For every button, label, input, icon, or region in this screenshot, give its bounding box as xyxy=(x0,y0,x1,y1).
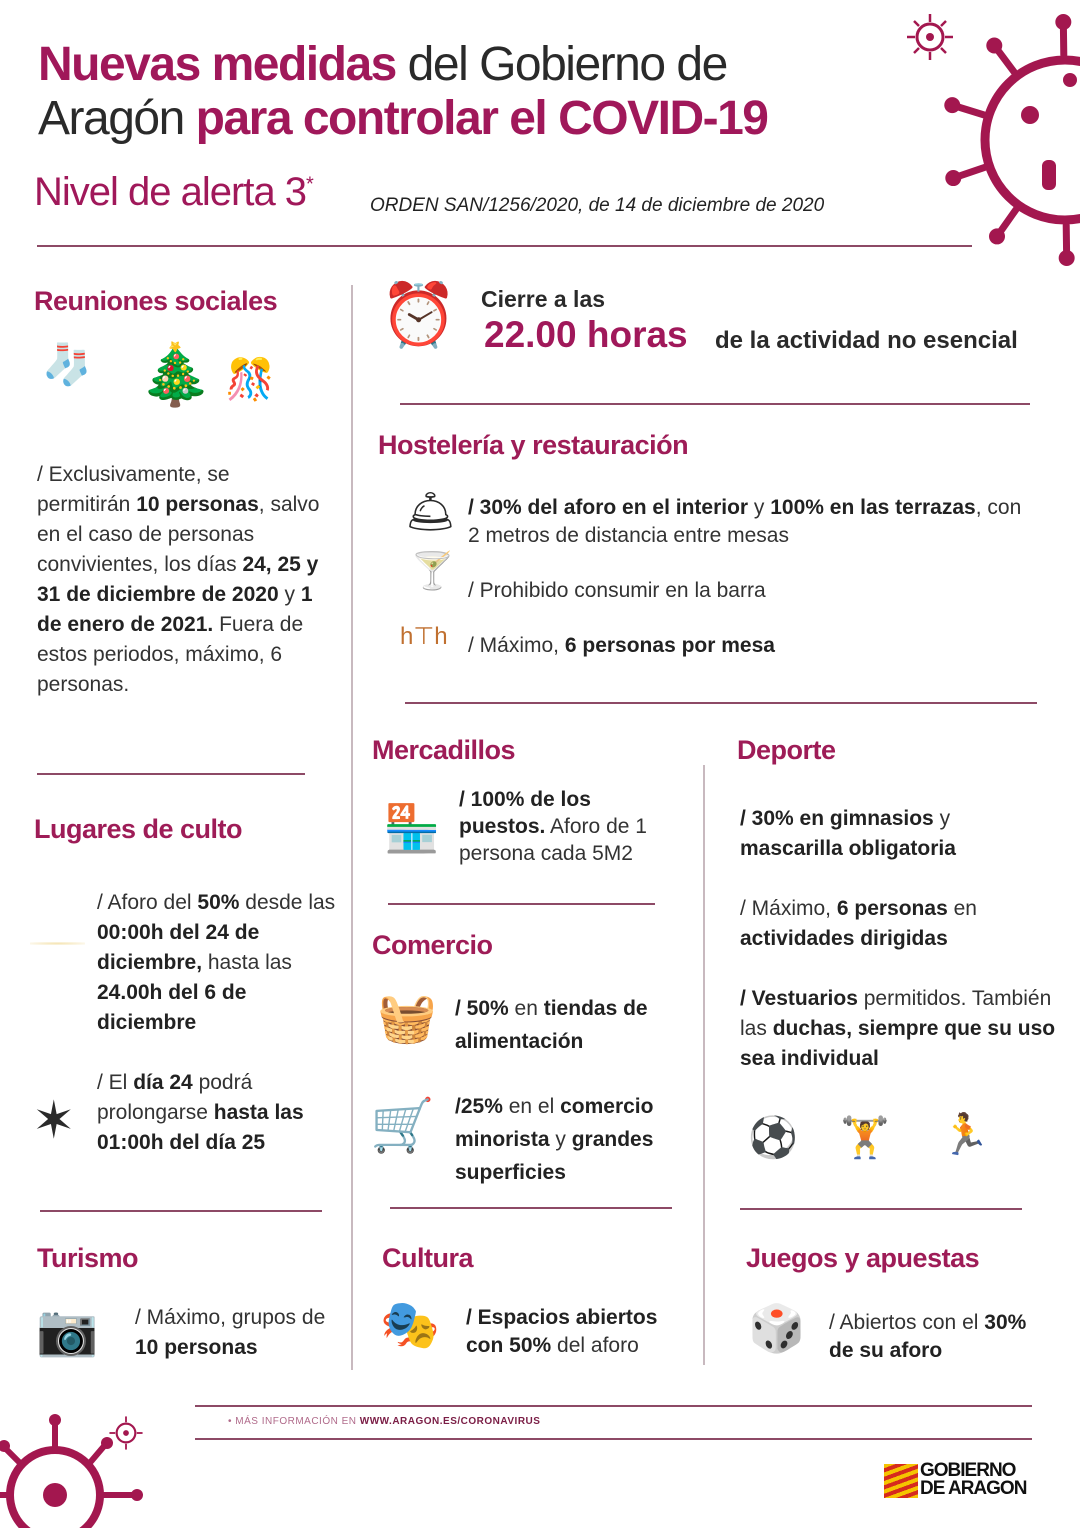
bold-text: 30% de su aforo xyxy=(829,1311,1027,1362)
camera-icon: 📷 xyxy=(36,1302,99,1358)
heading-culto: Lugares de culto xyxy=(34,814,243,844)
aragon-flag-logo xyxy=(884,1464,918,1498)
runner-icon: 🏃 xyxy=(940,1113,990,1157)
bold-text: 6 personas por mesa xyxy=(564,634,775,657)
table-chairs-icon: h⊤h xyxy=(400,623,448,650)
bold-text: hasta las 01:00h del día 25 xyxy=(97,1101,304,1154)
cocktail-icon: 🍸 xyxy=(410,550,455,591)
text-segment: Fuera de estos periodos, máximo, 6 personas. xyxy=(37,613,304,696)
gobierno-aragon-logo xyxy=(920,1462,1026,1498)
divider xyxy=(195,1405,1032,1407)
text-segment: , salvo en el caso de personas convivientes, los días xyxy=(37,493,320,576)
text-segment: del aforo xyxy=(551,1334,639,1357)
culto-text-2 xyxy=(97,1068,337,1158)
heading-turismo: Turismo xyxy=(37,1243,139,1273)
heading-mercadillos: Mercadillos xyxy=(372,735,516,765)
hosteleria-item xyxy=(468,494,1038,550)
text-segment: y xyxy=(933,807,951,830)
text-segment: permitidos. También las xyxy=(740,987,1052,1040)
reuniones-text xyxy=(37,460,322,700)
bold-text: actividades dirigidas xyxy=(740,927,948,950)
text-segment: / Aforo del xyxy=(97,891,198,914)
bold-text: /25% xyxy=(455,1095,503,1118)
bold-text: 24.00h del 6 de diciembre xyxy=(97,981,247,1034)
more-info-label: MÁS INFORMACIÓN EN xyxy=(235,1416,360,1427)
bold-text: / 30% en gimnasios xyxy=(740,807,934,830)
text-segment: Aragón xyxy=(38,92,196,145)
bold-text: / 50% xyxy=(455,997,509,1020)
text-segment: hasta las xyxy=(202,951,292,974)
bold-text: grandes superficies xyxy=(455,1128,654,1184)
text-segment: y xyxy=(278,583,301,606)
text-segment: , con 2 metros de distancia entre mesas xyxy=(468,496,1022,547)
comercio-item xyxy=(455,1090,700,1189)
text-segment: y xyxy=(549,1128,572,1151)
more-info-link[interactable]: WWW.ARAGON.ES/CORONAVIRUS xyxy=(359,1416,541,1427)
virus-spike-tip xyxy=(989,228,1005,244)
bold-text: mascarilla obligatoria xyxy=(740,837,956,860)
text-segment: en xyxy=(508,997,544,1020)
comercio-item xyxy=(455,992,695,1058)
deporte-item xyxy=(740,984,1060,1074)
heading-reuniones: Reuniones sociales xyxy=(34,286,278,316)
title-line-2 xyxy=(38,92,767,146)
bold-text: para controlar el COVID-19 xyxy=(195,92,768,145)
curfew-intro: Cierre a las xyxy=(481,286,606,312)
divider xyxy=(400,403,1030,405)
virus-spike-tip xyxy=(986,38,1002,54)
alert-footnote-mark: * xyxy=(306,173,313,196)
text-segment: podrá prolongarse xyxy=(97,1071,253,1124)
bold-text: / 100% de los puestos. xyxy=(459,788,591,838)
bold-text: tiendas de alimentación xyxy=(455,997,648,1053)
column-divider xyxy=(351,285,353,1370)
column-divider xyxy=(703,765,705,1365)
cloche-icon: 🛎 xyxy=(405,490,456,534)
bold-text: 00:00h del 24 de diciembre, xyxy=(97,921,260,974)
mercadillos-text xyxy=(459,786,679,867)
bold-text: día 24 xyxy=(133,1071,193,1094)
weightlifter-icon: 🏋 xyxy=(840,1116,890,1160)
ornaments-icon: 🎊 xyxy=(225,358,275,402)
star-icon: ✶ xyxy=(32,1092,76,1150)
text-segment: y xyxy=(748,496,771,519)
virus-spike-tip xyxy=(1055,14,1071,30)
curfew-time: 22.00 horas xyxy=(484,314,688,355)
text-segment: del Gobierno de xyxy=(395,38,727,91)
heading-juegos: Juegos y apuestas xyxy=(746,1243,980,1273)
bold-text: / Vestuarios xyxy=(740,987,858,1010)
market-stall-icon: 🏪 xyxy=(383,802,441,854)
theater-masks-icon: 🎭 xyxy=(380,1299,440,1352)
text-segment: / Exclusivamente, se permitirán xyxy=(37,463,230,516)
divider xyxy=(405,702,1037,704)
alert-level xyxy=(34,170,313,215)
bold-text: / 30% del aforo en el interior xyxy=(468,496,749,519)
heading-hosteleria: Hostelería y restauración xyxy=(378,430,689,460)
deporte-item xyxy=(740,804,1040,864)
logo-line-1: GOBIERNO xyxy=(920,1460,1016,1481)
virus-spike-tip xyxy=(1059,250,1075,266)
small-virus-icon xyxy=(905,12,955,62)
deporte-item xyxy=(740,894,1040,954)
page-title xyxy=(38,38,767,146)
glow-icon xyxy=(30,942,85,945)
bold-text: 24, 25 y 31 de diciembre de 2020 xyxy=(37,553,319,606)
bold-text: / Espacios abiertos con 50% xyxy=(466,1306,658,1357)
hosteleria-item xyxy=(468,576,766,606)
shopping-cart-icon: 🛒 xyxy=(370,1097,435,1155)
alert-level-text: Nivel de alerta 3 xyxy=(34,170,307,214)
text-segment: / Máximo, grupos de xyxy=(135,1306,326,1329)
stocking-icon: 🧦 xyxy=(42,343,92,387)
text-segment: Aforo de 1 persona cada 5M2 xyxy=(459,815,647,865)
virus-spike-tip xyxy=(945,170,961,186)
bold-text: 6 personas xyxy=(836,897,948,920)
hosteleria-item xyxy=(468,631,775,661)
small-virus-icon xyxy=(108,1415,144,1451)
heading-deporte: Deporte xyxy=(737,735,836,765)
divider xyxy=(37,245,972,247)
heading-cultura: Cultura xyxy=(382,1243,473,1273)
text-segment: en el xyxy=(502,1095,561,1118)
virus-spike-tip xyxy=(944,97,960,113)
text-segment: desde las xyxy=(239,891,336,914)
more-info: • MÁS INFORMACIÓN EN WWW.ARAGON.ES/CORONAVIRUS xyxy=(228,1416,541,1427)
title-line-1 xyxy=(38,38,767,92)
text-segment: / Máximo, xyxy=(740,897,837,920)
bold-text: 100% en las terrazas xyxy=(770,496,976,519)
grocery-basket-icon: 🧺 xyxy=(377,992,437,1045)
heading-comercio: Comercio xyxy=(372,930,493,960)
juegos-text xyxy=(829,1309,1029,1365)
bold-text: 1 de enero de 2021. xyxy=(37,583,313,636)
bold-text: 50% xyxy=(197,891,240,914)
divider xyxy=(390,1207,672,1209)
cultura-text xyxy=(466,1304,696,1360)
bold-text: Nuevas medidas xyxy=(38,38,396,91)
soccer-ball-icon: ⚽ xyxy=(748,1116,798,1160)
culto-text-1 xyxy=(97,888,347,1038)
bold-text: duchas, siempre que su uso sea individual xyxy=(740,1017,1056,1070)
curfew-rest: de la actividad no esencial xyxy=(715,327,1018,354)
text-segment: / Prohibido consumir en la barra xyxy=(468,579,766,602)
text-segment: / El xyxy=(97,1071,134,1094)
divider xyxy=(37,773,305,775)
alarm-clock-icon: ⏰ xyxy=(380,281,458,350)
divider xyxy=(740,1208,1022,1210)
order-reference: ORDEN SAN/1256/2020, de 14 de diciembre de 2020 xyxy=(370,195,825,216)
text-segment: en xyxy=(947,897,977,920)
turismo-text xyxy=(135,1303,335,1363)
casino-chips-icon: 🎲 xyxy=(748,1302,806,1354)
text-segment: / Máximo, xyxy=(468,634,565,657)
divider xyxy=(388,903,655,905)
divider xyxy=(40,1210,322,1212)
christmas-tree-icon: 🎄 xyxy=(138,341,213,408)
bold-text: 10 personas xyxy=(136,493,259,516)
divider xyxy=(195,1438,1032,1440)
bold-text: 10 personas xyxy=(135,1336,258,1359)
logo-line-2: DE ARAGON xyxy=(920,1478,1027,1499)
bold-text: comercio minorista xyxy=(455,1095,654,1151)
text-segment: / Abiertos con el xyxy=(829,1311,985,1334)
